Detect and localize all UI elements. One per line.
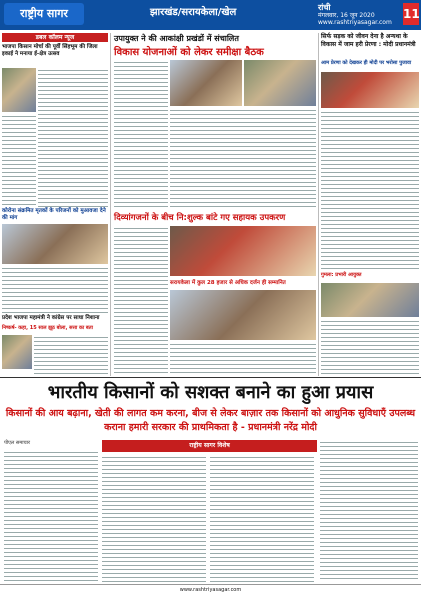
left-caption-headline: कोरोना संक्रमित मृतकों के परिजनों को मुआवजा देने की मांग xyxy=(2,208,106,221)
center-photo-3 xyxy=(170,226,316,276)
left-body-text-2 xyxy=(2,114,36,208)
column-divider-2 xyxy=(318,33,319,376)
feature-col-2 xyxy=(102,455,206,582)
right-headline: सिर्फ सड़क को जीवन देना है अन्यथा के विकास में जाम हरी प्रेरणा : मोदी प्रधानमंत्री xyxy=(321,33,416,48)
header-meta xyxy=(318,3,402,25)
header-city: रांची xyxy=(318,3,331,12)
header-website: www.rashtriyasagar.com xyxy=(318,19,392,26)
feature-col-4 xyxy=(320,440,418,582)
left-headline: भाजपा किसान मोर्चा की पूर्वी सिंहभूम की जिला इकाई ने मनाया ई-क्षेत्र उत्सव xyxy=(2,44,98,57)
center-photo-1 xyxy=(170,60,242,106)
section-title: झारखंड/सरायकेला/खेल xyxy=(150,7,237,18)
left-body-text-3 xyxy=(2,266,108,314)
feature-col-3 xyxy=(210,455,314,582)
left-photo xyxy=(2,68,36,112)
center-photo-2 xyxy=(244,60,316,106)
center-photo-4 xyxy=(170,290,316,340)
feature-col-1 xyxy=(4,450,98,582)
center-headline-2: विकास योजनाओं को लेकर समीक्षा बैठक xyxy=(114,47,264,58)
center-headline-3: दिव्यांगजनों के बीच नि:शुल्क बांटे गए सहायक उपकरण xyxy=(114,213,286,223)
masthead-logo: राष्ट्रीय सागर xyxy=(4,3,84,25)
left-bottom-sub: निष्कर्ष- कहा, 15 साल झूठ बोला, सत्ता का बता xyxy=(2,325,93,331)
left-photo-2 xyxy=(2,224,108,264)
feature-author: पीएल समाचार xyxy=(4,440,31,446)
right-body-text-2 xyxy=(321,319,419,375)
left-photo-3 xyxy=(2,335,32,369)
center-body-text xyxy=(114,60,168,210)
right-photo-2 xyxy=(321,283,419,317)
center-body-text-3 xyxy=(114,226,168,374)
footer: www.rashtriyasagar.com xyxy=(0,584,421,596)
feature-headline: भारतीय किसानों को सशक्त बनाने का हुआ प्रयास xyxy=(47,382,374,403)
center-body-text-2 xyxy=(170,108,316,208)
left-bottom-headline: प्रदेश भाजपा महामंत्री ने कांग्रेस पर साधा निशाना xyxy=(2,315,100,321)
right-photo-1 xyxy=(321,72,419,108)
right-body-text xyxy=(321,110,419,270)
feature-box-label: राष्ट्रीय सागर विशेष xyxy=(102,440,317,452)
center-headline-1: उपायुक्त ने की आकांक्षी प्रखंडों में संचालित xyxy=(114,34,239,43)
page-number: 11 xyxy=(403,3,419,25)
right-photo-caption: गुमला: प्रभारी आयुक्त xyxy=(321,272,362,278)
center-body-text-4 xyxy=(170,342,316,376)
right-sub-headline: आम प्रेरणा को देखकर ही मोदी पर भरोसा पुजावा xyxy=(321,60,412,66)
feature-subheadline: किसानों की आय बढ़ाना, खेती की लागत कम करना, बीज से लेकर बाज़ार तक किसानों को आधुनिक सुविधाएँ उपलब्ध कराना हमारी सरकार की प्राथमिकता है - प्रधानमंत्री नरेंद्र मोदी xyxy=(5,408,416,433)
column-divider xyxy=(110,33,111,376)
left-body-text-4 xyxy=(34,335,108,375)
feature-rule xyxy=(0,377,421,378)
left-byline: डबल कॉलम न्यूज xyxy=(2,33,108,42)
center-inner-headline: सरायकेला में कुल 28 हजार से अधिक दर्जन ही सम्मानित xyxy=(170,280,286,286)
header-date: मंगलवार, 16 जून 2020 xyxy=(318,12,375,19)
left-body-text xyxy=(38,68,108,208)
